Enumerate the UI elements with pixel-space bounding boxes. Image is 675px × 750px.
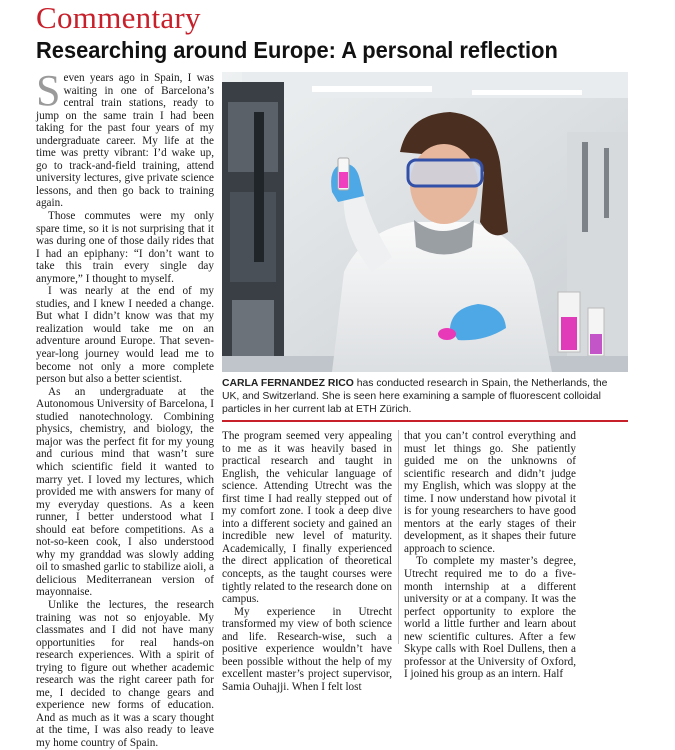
researcher-photo [222, 72, 628, 372]
paragraph: To complete my master’s degree, Utrecht required me to do a five-month internship at a different university or at a company. It was the perfect opportunity to explore the world a little further and learn about new scientific cultures. After a few Skype calls with Roel Dullens, then a professor at the University of Oxford, I joined his group as an intern. Half [404, 555, 576, 681]
article-column-2 [222, 430, 392, 693]
paragraph: Those commutes were my only spare time, so it is not surprising that it was during one of those daily rides that I had an epiphany: “I don’t want to take this train every single day anymore,” I thought to myself. [36, 210, 214, 285]
caption-divider [222, 420, 628, 422]
paragraph: As an undergraduate at the Autonomous University of Barcelona, I studied nanotechnology. Combining physics, chemistry, and biology, the major was the perfect fit for my young and curious mind that wasn’t sure which scientific field it wanted to marry yet. I loved my lectures, which provided me with answers for many of my everyday questions. As a keen runner, I better understood what I should eat before competitions. As a not-so-keen cook, I also understood why my granddad was slowly adding oil to smashed garlic to stabilize aioli, a delicious Mediterranean version of mayonnaise. [36, 385, 214, 599]
column-divider [398, 430, 399, 644]
article-column-1 [36, 66, 214, 750]
article-headline: Researching around Europe: A personal reflection [36, 37, 558, 63]
paragraph: I was nearly at the end of my studies, and I knew I needed a change. But what I didn’t know was that my realization would take me on an adventure around Europe. That seven-year-long journey would lead me to become not only a more complete person but also a better scientist. [36, 285, 214, 386]
caption-name: CARLA FERNANDEZ RICO [222, 378, 354, 389]
paragraph: Unlike the lectures, the research training was not so enjoyable. My classmates and I did not have many opportunities for real hands-on research experiences. With a spirit of trying to figure out whether academic research was the right career path for me, I decided to change gears and experience new forms of education. And as much as it was a scary thought at the time, I was also ready to leave my home country of Spain. [36, 598, 214, 749]
paragraph: My experience in Utrecht transformed my view of both science and life. Research-wise, such a positive experience wouldn’t have been possible without the help of my excellent master’s project supervisor, Samia Ouhajji. When I felt lost [222, 605, 392, 693]
paragraph: that you can’t control everything and must let things go. She patiently guided me on the unknowns of scientific research and didn’t judge my English, which was sloppy at the time. I now understand how pivotal it is for young researchers to have good mentors at the early stages of their development, as it shapes their future approach to science. [404, 430, 576, 555]
drop-cap: S [36, 66, 61, 115]
section-label: Commentary [36, 0, 201, 35]
paragraph: The program seemed very appealing to me as it was heavily based in practical research and taught in English, the vehicular language of science. Attending Utrecht was the first time I had really stepped out of my comfort zone. I took a deep dive into a different society and gained an incredible new level of maturity. Academically, I finally experienced the direct application of theoretical concepts, as the taught courses were tightly related to the research done on campus. [222, 430, 392, 606]
lab-scene-illustration [222, 72, 628, 372]
photo-caption [222, 377, 626, 416]
article-column-3 [404, 430, 576, 681]
opening-paragraph [36, 66, 214, 210]
paragraph-text: even years ago in Spain, I was waiting in one of Barcelona’s central train stations, ready to jump on the same train I had been taking for the past four years of my undergraduate career. My life at the time was pretty vibrant: I’d wake up, go to track-and-field training, attend university lectures, give private science lessons, and then go back to training again. [36, 72, 214, 210]
caption-text: has conducted research in Spain, the Netherlands, the UK, and Switzerland. She is seen here examining a sample of fluorescent colloidal particles in her current lab at ETH Zürich. [222, 378, 608, 415]
